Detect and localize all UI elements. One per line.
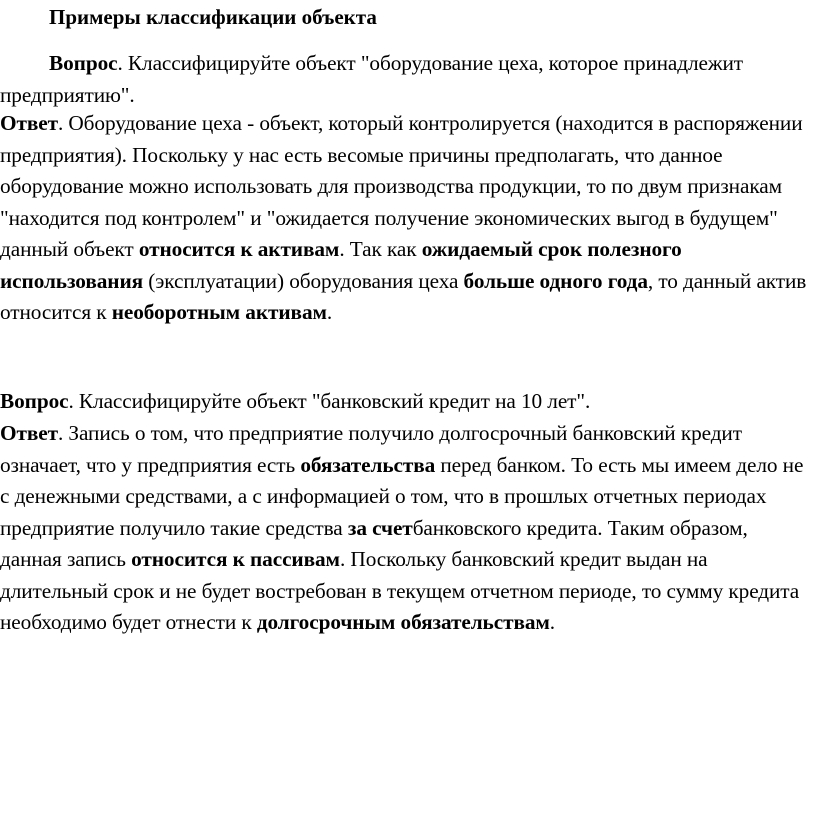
answer-1-bold-2: ожидаемый срок полезного использования [0,237,682,293]
answer-1-text-1: . Оборудование цеха - объект, который контролируется (находится в распоряжении предприятия). Поскольку у нас есть весомые причины предполагать, что данное оборудование можно использовать для производства продукции, то по двум признакам "находится под контролем" и "ожидается получение экономических выгод в будущем" данный объект [0,111,803,261]
question-2-text: . Классифицируйте объект "банковский кредит на 10 лет". [68,389,591,413]
answer-2-bold-2: за счет [347,515,413,540]
answer-2-bold-1: обязательства [300,452,436,477]
answer-1-text-5: . [326,300,333,324]
answer-2-bold-3: относится к пассивам [131,547,340,571]
answer-2 [0,418,812,639]
question-1 [0,48,812,111]
answer-1-bold-4: необоротным активам [111,300,327,324]
answer-2-text-4: . Поскольку банковский кредит выдан на длительный срок и не будет востребован в текущем отчетном периоде, то сумму кредита необходимо будет отнести к [0,547,800,634]
answer-2-text-5: . [549,610,556,634]
answer-1-text-2: . Так как [339,237,422,261]
question-2-label: Вопрос [0,389,69,413]
question-1-text: . Классифицируйте объект "оборудование цеха, которое принадлежит предприятию". [0,51,744,107]
answer-2-label: Ответ [0,421,58,445]
answer-1 [0,108,812,329]
page-title: Примеры классификации объекта [49,5,377,29]
answer-2-text-1: . Запись о том, что предприятие получило долгосрочный банковский кредит означает, что у предприятия есть [0,421,742,477]
answer-1-text-3: (эксплуатации) оборудования цеха [143,268,464,293]
question-1-label: Вопрос [49,51,118,75]
answer-1-label: Ответ [0,111,58,135]
answer-2-bold-4: долгосрочным обязательствам [256,610,550,634]
answer-2-text-2: перед банком. То есть мы имеем дело не с денежными средствами, а с информацией о том, что в прошлых отчетных периодах предприятие получило такие средства [0,452,804,540]
answer-1-bold-1: относится к активам [138,237,340,261]
question-2 [0,386,812,418]
answer-2-text-3: банковского кредита. Таким образом, данная запись [0,515,748,571]
answer-1-bold-3: больше одного года [463,268,648,293]
answer-1-text-4: , то данный актив относится к [0,268,807,324]
